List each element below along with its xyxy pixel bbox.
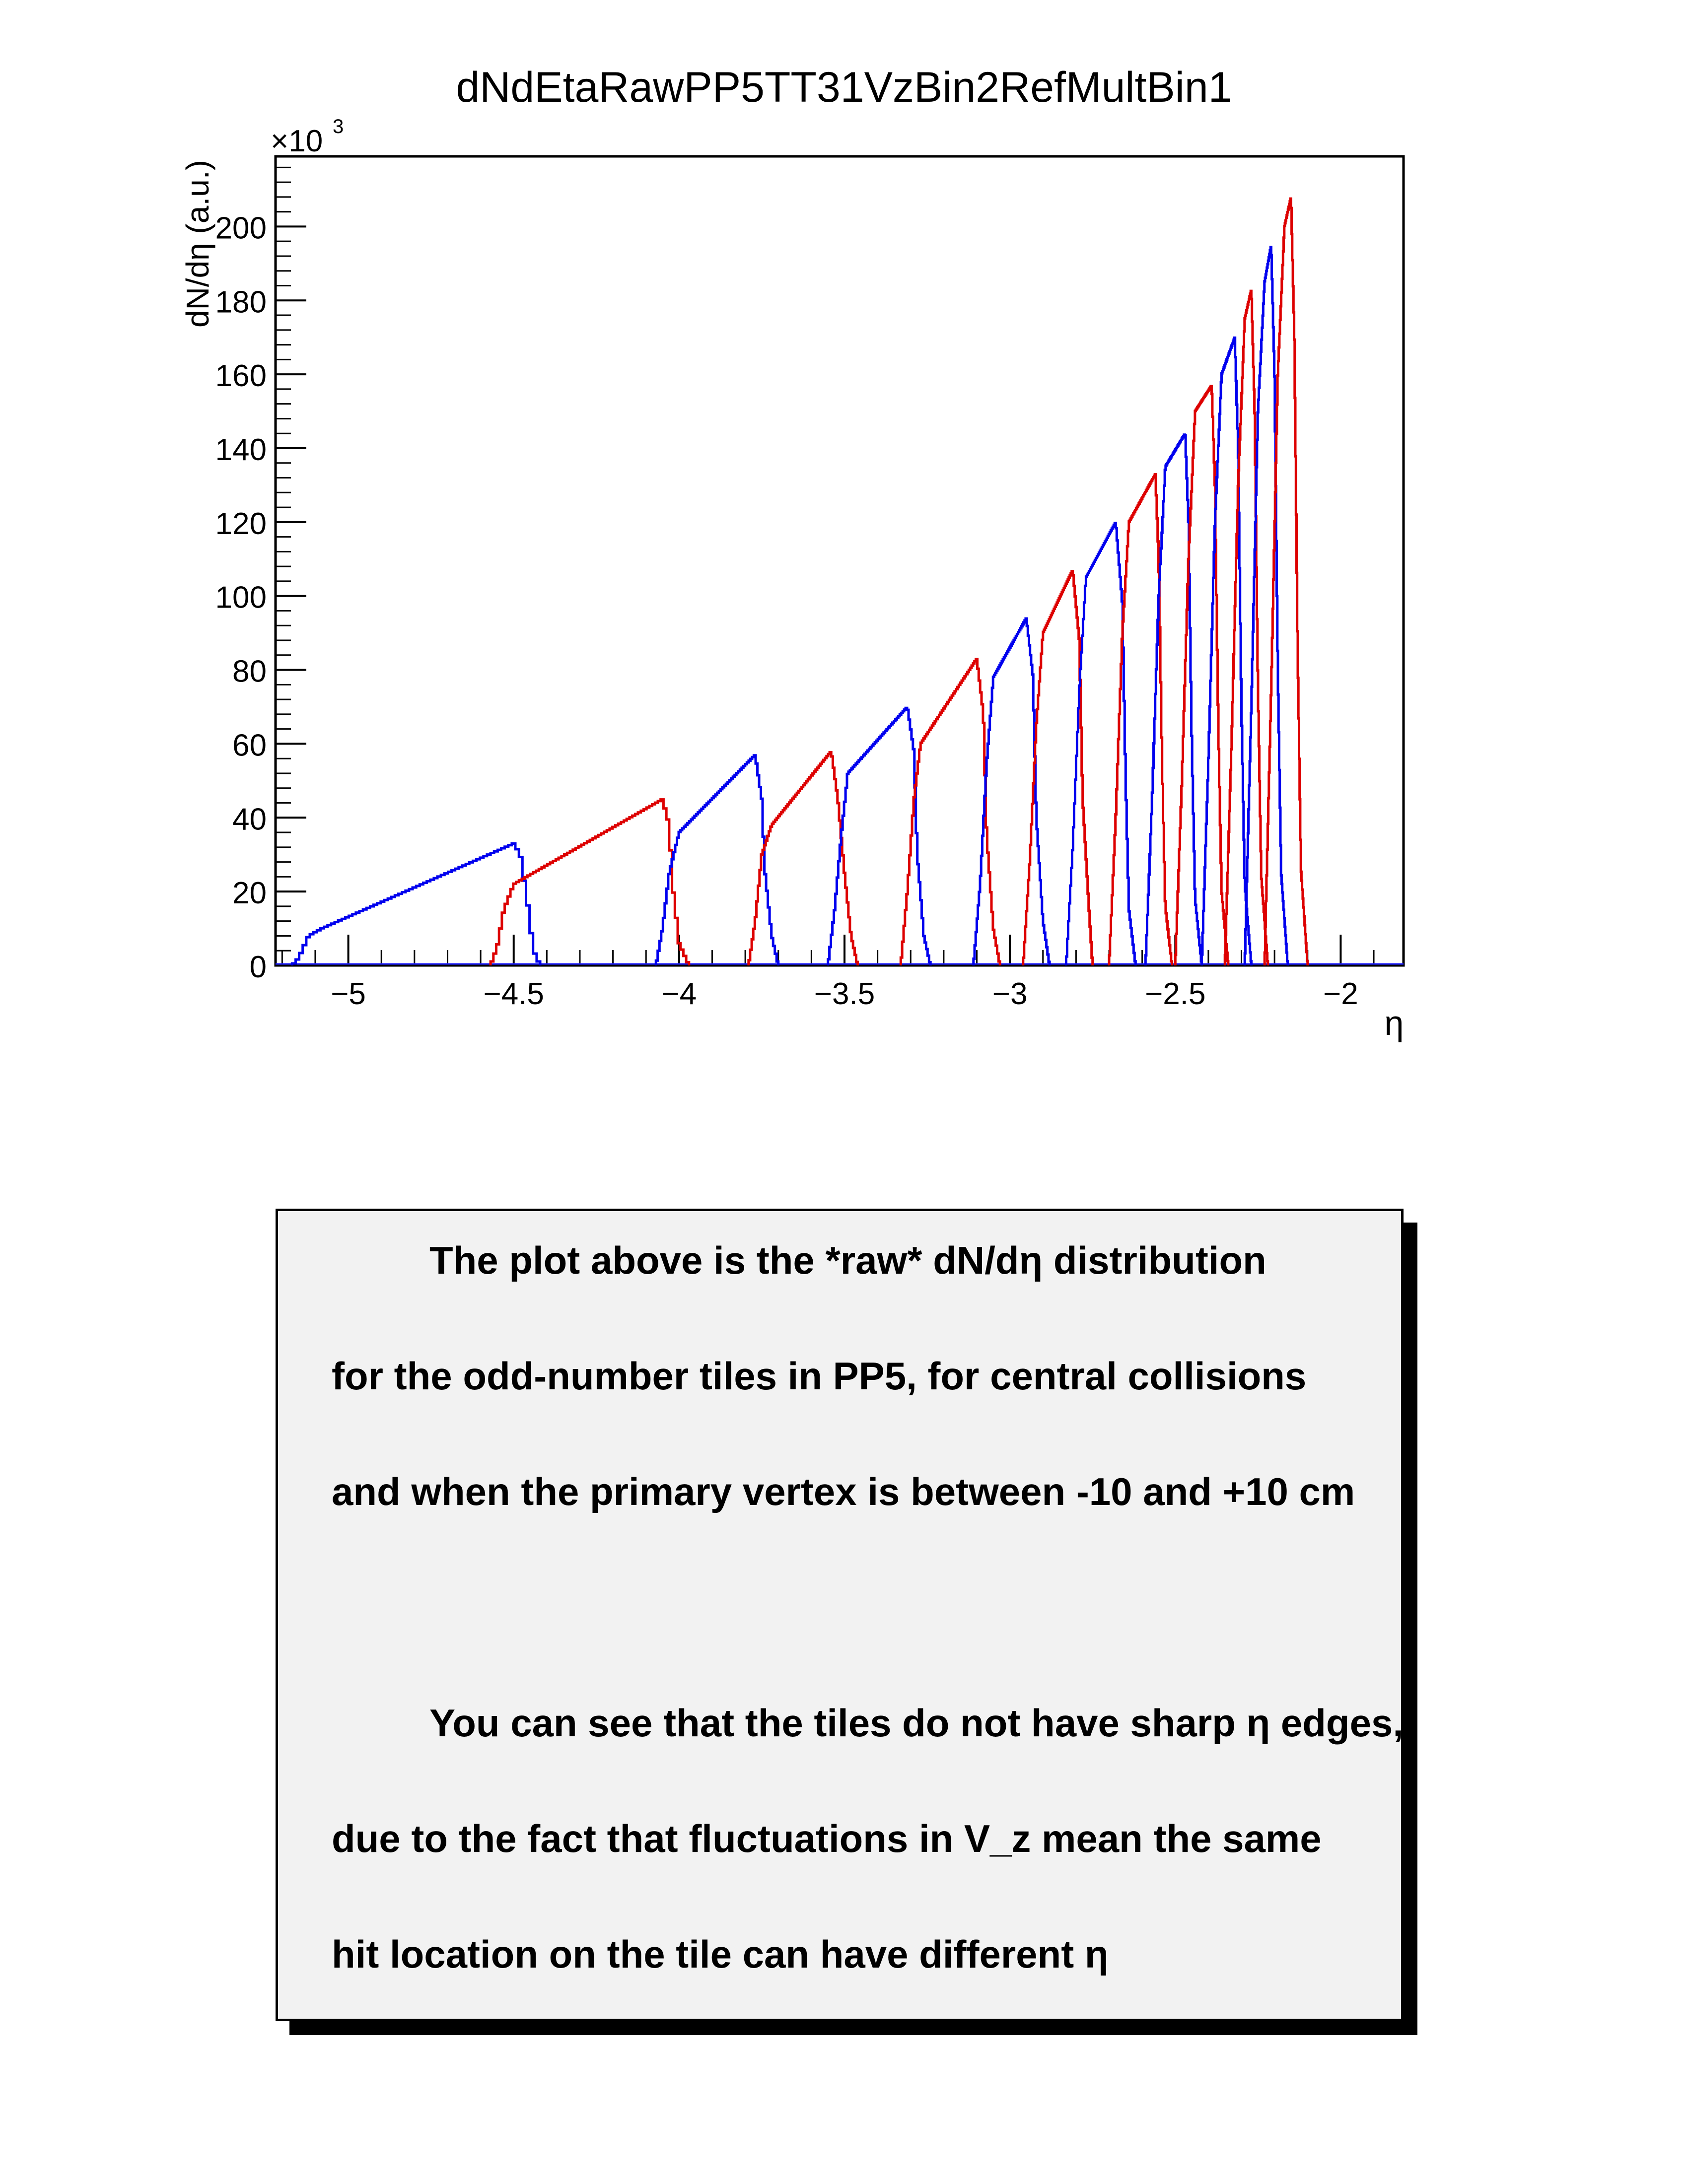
x-tick-label: −4 xyxy=(661,977,697,1011)
y-tick-label: 80 xyxy=(232,654,267,689)
y-tick-label: 0 xyxy=(249,950,267,984)
note-line-6: hit location on the tile can have different η xyxy=(332,1932,1109,1976)
x-tick-label: −2.5 xyxy=(1145,977,1206,1011)
x-tick-label: −4.5 xyxy=(483,977,544,1011)
y-tick-label: 100 xyxy=(215,580,267,615)
series-line-1 xyxy=(292,844,540,966)
y-tick-label: 40 xyxy=(232,802,267,837)
y-tick-label: 20 xyxy=(232,876,267,911)
note-line-4: You can see that the tiles do not have sharp η edges, xyxy=(429,1701,1404,1745)
x-tick-label: −3.5 xyxy=(814,977,875,1011)
y-multiplier xyxy=(271,116,344,158)
note-box xyxy=(276,1209,1404,2021)
y-tick-label: 140 xyxy=(215,432,267,467)
y-tick-label: 120 xyxy=(215,506,267,541)
y-tick-label: 60 xyxy=(232,728,267,763)
series-layer xyxy=(276,199,1404,965)
y-tick-label: 180 xyxy=(215,285,267,320)
series-line-11 xyxy=(1145,435,1201,965)
x-tick-label: −5 xyxy=(331,977,366,1011)
y-axis-label: dN/dη (a.u.) xyxy=(180,160,215,328)
note-line-1: The plot above is the *raw* dN/dη distribution xyxy=(429,1238,1266,1282)
chart-title: dNdEtaRawPP5TT31VzBin2RefMultBin1 xyxy=(456,64,1232,111)
series-line-12 xyxy=(1175,386,1228,965)
x-tick-label: −2 xyxy=(1323,977,1358,1011)
y-multiplier-exponent: 3 xyxy=(333,116,344,137)
y-tick-label: 160 xyxy=(215,359,267,394)
note-line-3: and when the primary vertex is between -10 and +10 cm xyxy=(332,1470,1355,1513)
y-multiplier-base: ×10 xyxy=(271,124,323,158)
x-tick-label: −3 xyxy=(992,977,1028,1011)
series-line-5 xyxy=(828,708,931,965)
x-axis-label: η xyxy=(1384,1004,1404,1042)
note-line-5: due to the fact that fluctuations in V_z mean the same xyxy=(332,1817,1322,1860)
series-line-13 xyxy=(1202,338,1252,965)
y-tick-label: 200 xyxy=(215,211,267,246)
note-line-2: for the odd-number tiles in PP5, for central collisions xyxy=(332,1354,1307,1398)
series-line-16 xyxy=(1265,199,1308,965)
series-line-7 xyxy=(974,618,1050,965)
axis-ticks xyxy=(215,167,1374,1011)
